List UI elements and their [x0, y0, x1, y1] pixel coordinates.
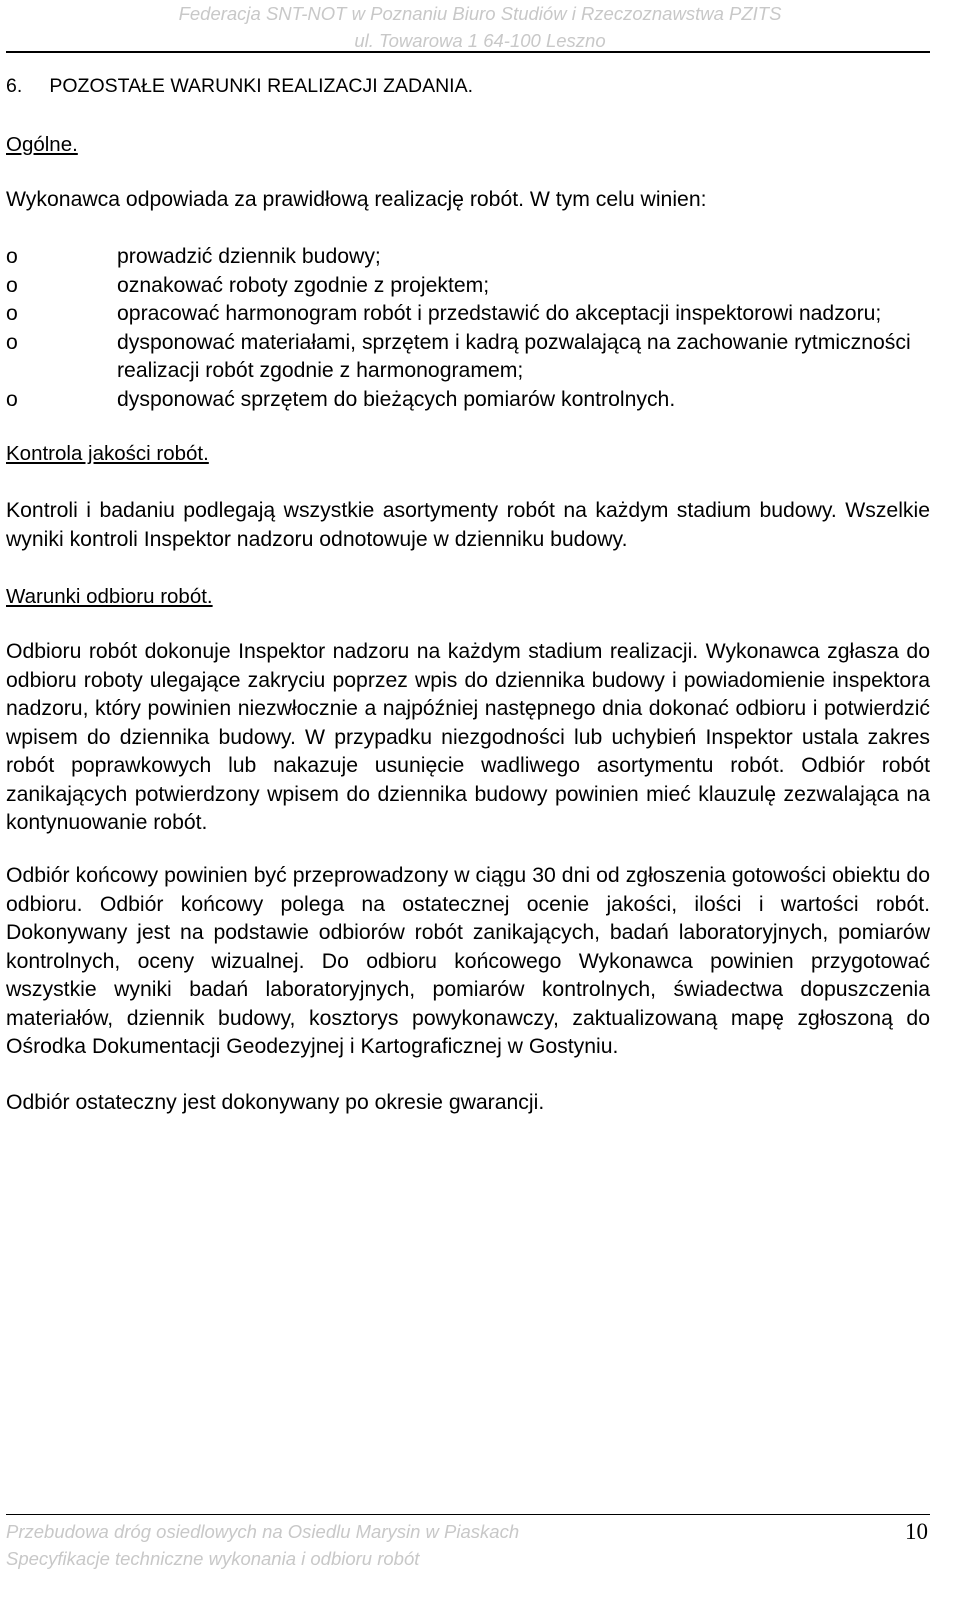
page-footer	[6, 1518, 519, 1572]
list-item-text: prowadzić dziennik budowy;	[117, 245, 381, 268]
general-intro: Wykonawca odpowiada za prawidłową realizację robót. W tym celu winien:	[6, 188, 707, 211]
section-title-text: POZOSTAŁE WARUNKI REALIZACJI ZADANIA.	[49, 75, 474, 97]
list-item-text: oznakować roboty zgodnie z projektem;	[117, 273, 490, 297]
obligations-list	[0, 243, 960, 414]
list-item	[0, 272, 960, 301]
list-item	[0, 386, 960, 415]
bullet-marker: o	[6, 245, 18, 268]
bullet-marker: o	[6, 273, 18, 297]
footer-line-1: Przebudowa dróg osiedlowych na Osiedlu Marysin w Piaskach	[6, 1521, 520, 1542]
list-item-text: dysponować sprzętem do bieżących pomiarów kontrolnych.	[117, 387, 676, 411]
header-divider	[6, 51, 930, 53]
page-number: 10	[905, 1519, 928, 1544]
acceptance-paragraph-1: Odbioru robót dokonuje Inspektor nadzoru na każdym stadium realizacji. Wykonawca zgłasza do odbioru roboty ulegające zakryciu poprzez wpis do dziennika budowy i powiadomienie inspektora nadzoru, który powinien niezwłocznie a najpóźniej następnego dnia dokonać odbioru i potwierdzić wpisem do dziennika budowy. W przypadku niezgodności lub uchybień Inspektor ustala zakres robót poprawkowych lub nakazuje usunięcie wadliwego asortymentu robót. Odbiór robót zanikających potwierdzony wpisem do dziennika budowy powinien mieć klauzulę zezwalająca na kontynuowanie robót.	[6, 640, 930, 834]
header-line-1: Federacja SNT-NOT w Poznaniu Biuro Studiów i Rzeczoznawstwa PZITS	[178, 3, 782, 24]
heading-quality-control: Kontrola jakości robót.	[6, 442, 209, 465]
header-line-2: ul. Towarowa 1 64-100 Leszno	[354, 30, 606, 51]
heading-general: Ogólne.	[6, 133, 78, 156]
list-item-text: opracować harmonogram robót i przedstawić do akceptacji inspektorowi nadzoru;	[117, 302, 882, 325]
bullet-marker: o	[6, 302, 18, 325]
list-item	[0, 329, 960, 386]
bullet-marker: o	[6, 330, 18, 354]
footer-line-2: Specyfikacje techniczne wykonania i odbioru robót	[6, 1548, 420, 1569]
section-number: 6.	[6, 75, 23, 97]
bullet-marker: o	[6, 387, 18, 411]
page-header	[0, 0, 960, 54]
section-title	[6, 75, 473, 98]
acceptance-paragraph-2: Odbiór końcowy powinien być przeprowadzony w ciągu 30 dni od zgłoszenia gotowości obiektu do odbioru. Odbiór końcowy polega na ostatecznej ocenie jakości, ilości i wartości robót. Dokonywany jest na podstawie odbiorów robót zanikających, badań laboratoryjnych, pomiarów kontrolnych, oceny wizualnej. Do odbioru końcowego Wykonawca powinien przygotować wszystkie wyniki badań laboratoryjnych, pomiarów kontrolnych, świadectwa dopuszczenia materiałów, dziennik budowy, kosztorys powykonawczy, zaktualizowaną mapę zgłoszoną do Ośrodka Dokumentacji Geodezyjnej i Kartograficznej w Gostyniu.	[6, 864, 930, 1058]
list-item-text: dysponować materiałami, sprzętem i kadrą pozwalającą na zachowanie rytmiczności realizacji robót zgodnie z harmonogramem;	[117, 330, 911, 382]
footer-divider	[6, 1514, 930, 1515]
quality-paragraph: Kontroli i badaniu podlegają wszystkie asortymenty robót na każdym stadium budowy. Wszelkie wyniki kontroli Inspektor nadzoru odnotowuje w dzienniku budowy.	[6, 499, 930, 551]
list-item	[0, 243, 960, 272]
heading-acceptance-conditions: Warunki odbioru robót.	[6, 585, 213, 608]
list-item	[0, 300, 960, 329]
acceptance-paragraph-3: Odbiór ostateczny jest dokonywany po okresie gwarancji.	[6, 1091, 545, 1114]
